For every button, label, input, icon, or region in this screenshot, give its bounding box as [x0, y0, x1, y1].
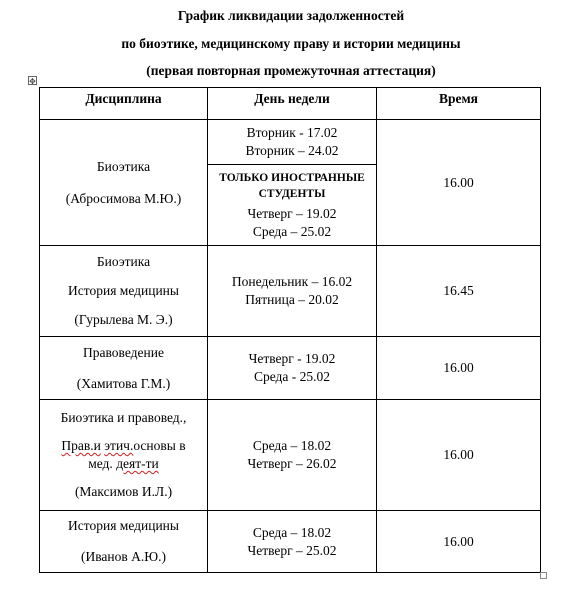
discipline-name: Биоэтика и правовед.,	[60, 410, 187, 425]
teacher-name: (Иванов А.Ю.)	[80, 549, 167, 564]
document-title-line-1: График ликвидации задолженностей	[177, 8, 405, 23]
exam-date: Четверг – 25.02	[247, 542, 337, 558]
header-discipline: Дисциплина	[85, 91, 162, 106]
discipline-name: Прав.и этич.основы в	[61, 438, 186, 453]
discipline-name: История медицины	[68, 283, 179, 298]
exam-date: Среда – 25.02	[252, 224, 332, 239]
table-row-3-time: 16.00	[443, 360, 474, 375]
table-resize-handle-icon[interactable]	[540, 572, 547, 579]
header-day: День недели	[254, 91, 330, 106]
exam-date: Среда – 18.02	[252, 524, 332, 540]
exam-date: Среда - 25.02	[253, 369, 331, 384]
table-row-5-days	[208, 511, 376, 572]
exam-date: Вторник – 24.02	[245, 143, 339, 158]
foreign-students-note: СТУДЕНТЫ	[258, 188, 326, 200]
table-row-1-days	[208, 120, 376, 164]
discipline-name: Правоведение	[83, 344, 164, 360]
table-row-1-time: 16.00	[443, 174, 474, 190]
table-row-2-days	[208, 246, 376, 336]
discipline-name: История медицины	[68, 518, 179, 533]
teacher-name: (Хамитова Г.М.)	[76, 375, 171, 391]
table-row-2-discipline	[40, 246, 207, 336]
teacher-name: (Гурылева М. Э.)	[74, 312, 173, 327]
exam-date: Четверг – 19.02	[247, 206, 337, 221]
table-row-1-foreign-days	[208, 166, 376, 245]
table-row-1-discipline	[40, 120, 207, 245]
table-move-handle-icon[interactable]: ✥	[29, 77, 36, 86]
spellcheck-underline: Прав.и	[61, 438, 101, 453]
exam-date: Вторник - 17.02	[246, 125, 338, 140]
teacher-name: (Максимов И.Л.)	[74, 484, 173, 499]
spellcheck-underline: деят-ти	[116, 456, 159, 471]
table-row-3-discipline	[40, 337, 207, 399]
discipline-name: мед. деят-ти	[88, 456, 159, 471]
foreign-students-note: ТОЛЬКО ИНОСТРАННЫЕ	[219, 172, 365, 184]
exam-date: Среда – 18.02	[252, 438, 332, 453]
table-row-4-discipline	[40, 400, 207, 510]
discipline-name: Биоэтика	[96, 158, 151, 174]
table-row-2-time: 16.45	[443, 283, 474, 298]
table-row-5-time: 16.00	[443, 533, 474, 549]
exam-date: Четверг – 26.02	[247, 456, 337, 471]
document-title-line-2: по биоэтике, медицинскому праву и истории медицины	[121, 36, 461, 51]
table-row-3-days	[208, 337, 376, 399]
document-title-line-3: (первая повторная промежуточная аттестация)	[146, 63, 436, 78]
exam-date: Пятница – 20.02	[245, 292, 339, 307]
spellcheck-underline: этич.	[104, 438, 134, 453]
header-time: Время	[438, 91, 478, 106]
table-row-4-days	[208, 400, 376, 510]
exam-date: Понедельник – 16.02	[231, 274, 353, 289]
table-row-4-time: 16.00	[443, 447, 474, 462]
exam-date: Четверг - 19.02	[248, 351, 336, 366]
table-row-5-discipline	[40, 511, 207, 572]
teacher-name: (Абросимова М.Ю.)	[65, 190, 182, 206]
discipline-name: Биоэтика	[96, 254, 151, 269]
